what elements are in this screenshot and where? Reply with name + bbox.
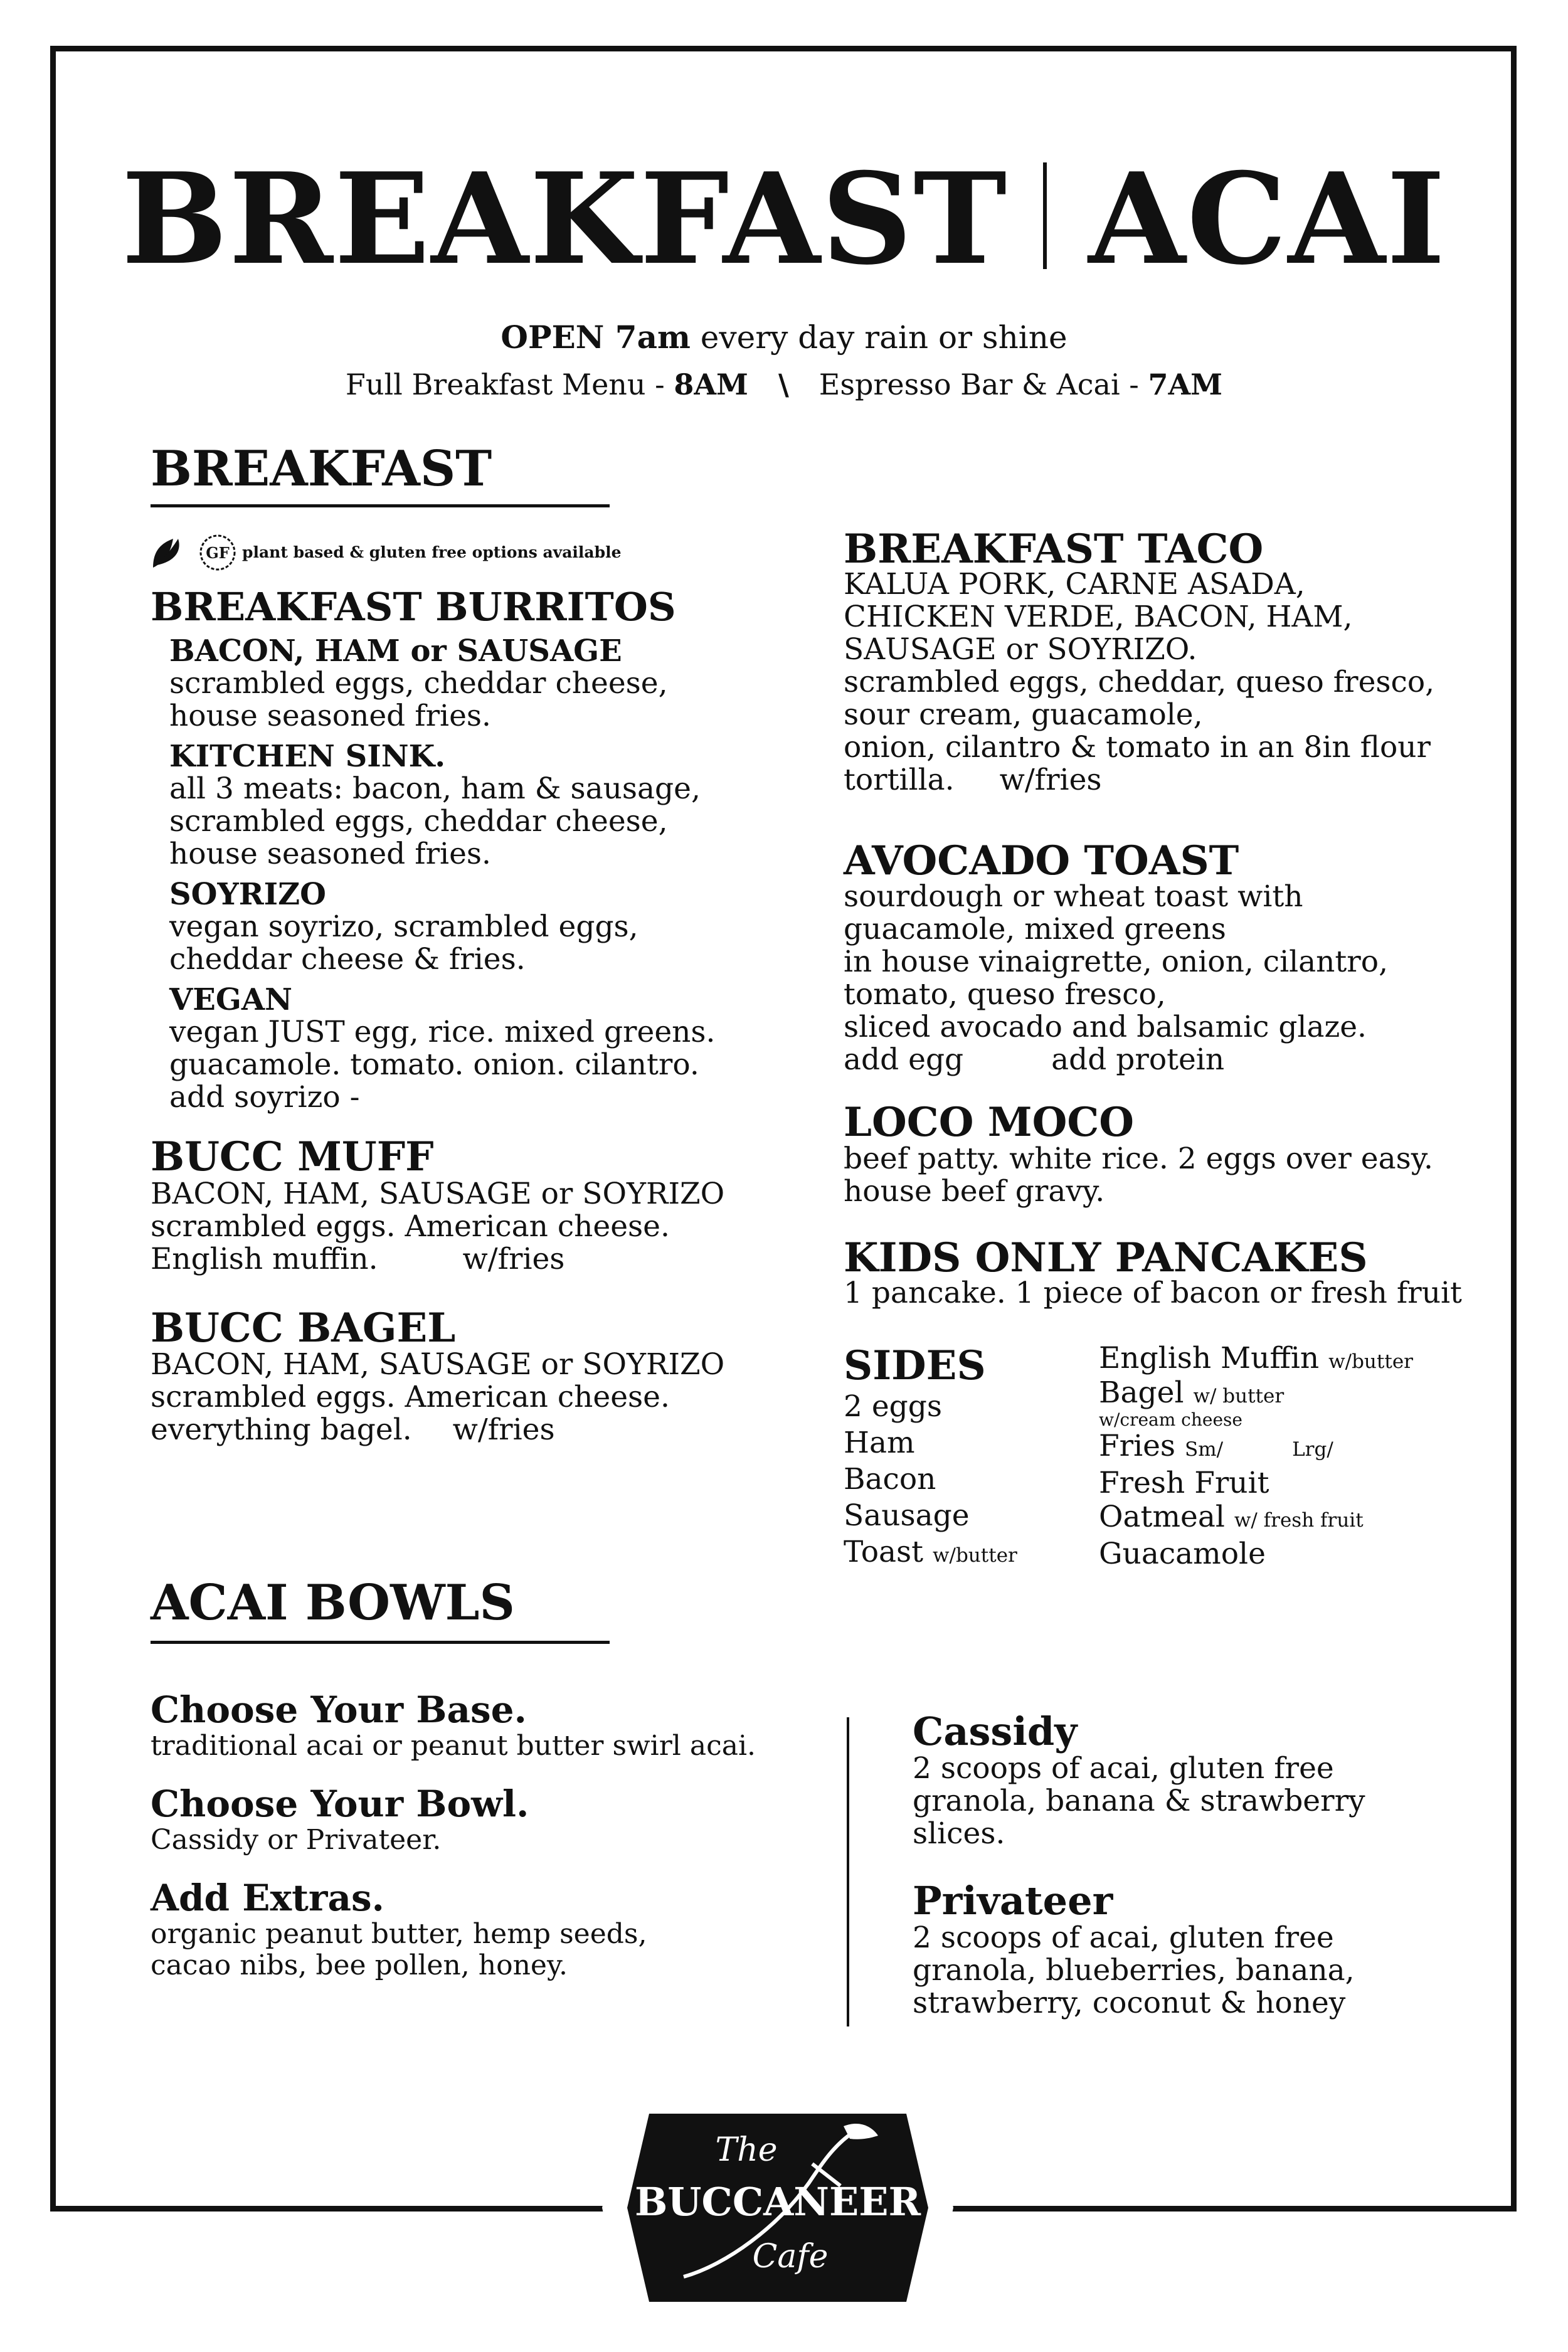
side-item: Fries Sm/ Lrg/ (1099, 1429, 1333, 1463)
burrito-desc: all 3 meats: bacon, ham & sausage, scrambled eggs, cheddar cheese, house seasoned fries. (169, 771, 701, 871)
page-title (0, 146, 1568, 293)
bucc-bagel-title: BUCC BAGEL (151, 1305, 456, 1352)
taco-block (844, 568, 1502, 797)
espresso-time: 7AM (1148, 368, 1223, 401)
kids-desc: 1 pancake. 1 piece of bacon or fresh fruit (844, 1276, 1462, 1310)
avocado-title: AVOCADO TOAST (844, 837, 1239, 884)
burritos-list (169, 635, 734, 1114)
breakfast-section-title: BREAKFAST (151, 440, 492, 497)
kids-title: KIDS ONLY PANCAKES (844, 1234, 1368, 1281)
burrito-desc: vegan JUST egg, rice. mixed greens. guacamole. tomato. onion. cilantro. add soyrizo - (169, 1015, 716, 1115)
bucc-muff-last: English muffin. (151, 1242, 378, 1276)
acai-step-title: Add Extras. (151, 1877, 384, 1919)
side-item: 2 eggs (844, 1389, 942, 1424)
hours-divider: \ (778, 368, 789, 401)
side-item: Toast w/butter (844, 1535, 1017, 1569)
title-breakfast: BREAKFAST (121, 146, 1009, 293)
gluten-free-icon (198, 533, 237, 572)
bucc-bagel-extra: w/fries (452, 1412, 555, 1447)
dietary-note (151, 533, 621, 572)
avocado-add-protein: add protein (1051, 1042, 1225, 1077)
taco-last: tortilla. (844, 763, 955, 797)
sides-left (844, 1389, 1017, 1574)
open-hours (0, 319, 1568, 356)
bucc-bagel-desc: BACON, HAM, SAUSAGE or SOYRIZO scrambled eggs. American cheese. (151, 1347, 725, 1414)
buccaneer-logo (602, 2076, 953, 2339)
open-note: every day rain or shine (690, 319, 1067, 356)
avocado-desc: sourdough or wheat toast with guacamole, mixed greens in house vinaigrette, onion, cilantro, tomato, queso fresco, sliced avocado and balsamic glaze. (844, 879, 1389, 1044)
dietary-note-text: plant based & gluten free options available (242, 543, 622, 561)
burrito-desc: vegan soyrizo, scrambled eggs, cheddar cheese & fries. (169, 909, 638, 977)
acai-step-title: Choose Your Base. (151, 1688, 527, 1731)
side-item: Guacamole (1099, 1537, 1266, 1571)
breakfast-menu-time: 8AM (674, 368, 748, 401)
acai-step-title: Choose Your Bowl. (151, 1783, 529, 1825)
acai-step-desc: traditional acai or peanut butter swirl acai. (151, 1730, 756, 1762)
acai-divider (847, 1717, 849, 2026)
burrito-name: VEGAN (169, 982, 292, 1017)
gf-badge-text: GF (206, 544, 230, 562)
bowl-desc: 2 scoops of acai, gluten free granola, blueberries, banana, strawberry, coconut & honey (913, 1920, 1355, 2020)
side-item: Oatmeal w/ fresh fruit (1099, 1500, 1364, 1534)
avocado-add-egg: add egg (844, 1042, 964, 1077)
acai-rule (151, 1641, 610, 1644)
title-acai: ACAI (1088, 146, 1447, 293)
side-item: Ham (844, 1426, 915, 1460)
loco-moco-title: LOCO MOCO (844, 1099, 1134, 1146)
bucc-muff-extra: w/fries (462, 1242, 565, 1276)
bucc-bagel-last: everything bagel. (151, 1412, 412, 1447)
logo-cafe: Cafe (752, 2238, 829, 2275)
side-item: Fresh Fruit (1099, 1466, 1269, 1500)
bucc-muff-title: BUCC MUFF (151, 1133, 434, 1180)
bucc-bagel-block (151, 1348, 778, 1446)
loco-moco-desc: beef patty. white rice. 2 eggs over easy. house beef gravy. (844, 1142, 1433, 1209)
sides-right (1099, 1342, 1413, 1571)
side-item: English Muffin w/butter (1099, 1341, 1413, 1375)
menu-hours (0, 367, 1568, 402)
acai-steps (151, 1689, 840, 1981)
acai-step-desc: Cassidy or Privateer. (151, 1824, 442, 1856)
sides-title: SIDES (844, 1342, 986, 1389)
acai-bowls (913, 1708, 1508, 2020)
burrito-desc: scrambled eggs, cheddar cheese, house seasoned fries. (169, 666, 668, 733)
taco-desc: KALUA PORK, CARNE ASADA, CHICKEN VERDE, BACON, HAM, SAUSAGE or SOYRIZO. scrambled eggs, cheddar, queso fresco, sour cream, guacamole, onion, cilantro & tomato in an 8in flour (844, 567, 1435, 765)
acai-section-title: ACAI BOWLS (151, 1574, 515, 1631)
side-item: Bacon (844, 1462, 936, 1496)
logo-name: BUCCANEER (635, 2179, 921, 2225)
side-item: Bagel w/ butter w/cream cheese (1099, 1375, 1285, 1430)
burrito-name: SOYRIZO (169, 877, 326, 912)
open-time: OPEN 7am (501, 319, 691, 356)
taco-title: BREAKFAST TACO (844, 526, 1264, 573)
bowl-title: Cassidy (913, 1708, 1078, 1754)
logo-badge (602, 2076, 953, 2339)
breakfast-rule (151, 504, 610, 507)
avocado-block (844, 881, 1502, 1076)
leaf-icon (151, 534, 193, 571)
espresso-label: Espresso Bar & Acai - (818, 368, 1148, 401)
bowl-title: Privateer (913, 1878, 1113, 1924)
bucc-muff-desc: BACON, HAM, SAUSAGE or SOYRIZO scrambled eggs. American cheese. (151, 1177, 725, 1244)
burrito-name: KITCHEN SINK. (169, 739, 446, 774)
bowl-desc: 2 scoops of acai, gluten free granola, banana & strawberry slices. (913, 1751, 1365, 1851)
bucc-muff-block (151, 1178, 778, 1276)
burrito-name: BACON, HAM or SAUSAGE (169, 633, 622, 669)
taco-extra: w/fries (999, 763, 1102, 797)
logo-the: The (715, 2131, 778, 2169)
acai-step-desc: organic peanut butter, hemp seeds, cacao nibs, bee pollen, honey. (151, 1918, 647, 1981)
burritos-title: BREAKFAST BURRITOS (151, 584, 676, 630)
side-item: Sausage (844, 1498, 970, 1533)
breakfast-menu-label: Full Breakfast Menu - (345, 368, 674, 401)
title-divider (1043, 162, 1047, 269)
